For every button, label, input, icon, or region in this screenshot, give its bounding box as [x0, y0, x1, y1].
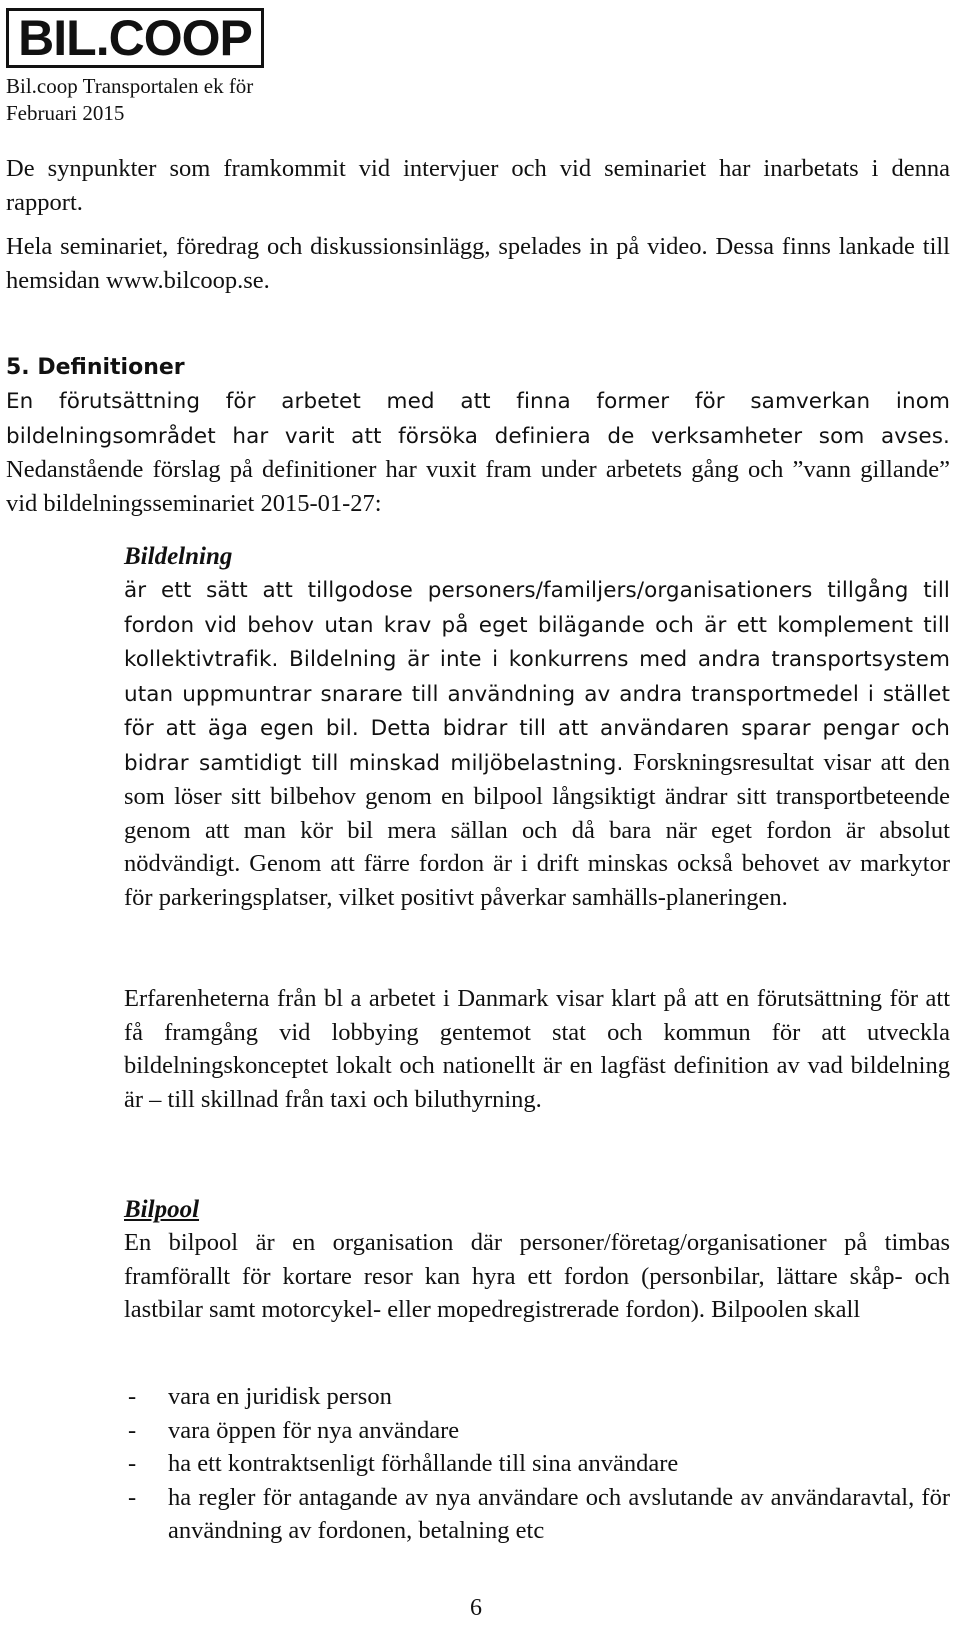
page-number: 6	[470, 1595, 482, 1621]
bilcoop-logo: BIL.COOP	[6, 8, 264, 68]
bildelning-paragraph-2: Erfarenheterna från bl a arbetet i Danmark visar klart på att en förutsättning för att få framgång vid lobbying gentemot stat och kommun för att utveckla bildelningskonceptet lokalt och nationellt är en lagfäst definition av vad bildelning är – till skillnad från taxi och biluthyrning.	[124, 985, 950, 1113]
section-heading-definitioner: 5. Definitioner	[6, 355, 185, 380]
list-item: - vara öppen för nya användare	[124, 1414, 950, 1448]
bilpool-definition: En bilpool är en organisation där personer/företag/organisationer på timbas framförallt för kortare resor kan hyra ett fordon (personbilar, lättare skåp- och lastbilar samt motorcykel- eller mopedregistrerade fordon). Bilpoolen skall	[124, 1229, 950, 1323]
section-definitioner-intro: En förutsättning för arbetet med att finna former för samverkan inom bildelningsområdet har varit att försöka definiera de verksamheter som avses.	[6, 389, 950, 449]
intro-paragraph-2: Hela seminariet, föredrag och diskussionsinlägg, spelades in på video. Dessa finns lankade till hemsidan www.bilcoop.se.	[6, 233, 950, 294]
header-date: Februari 2015	[6, 101, 125, 125]
bilpool-requirements-list	[124, 1380, 950, 1548]
section-definitioner-continuation: Nedanstående förslag på definitioner har vuxit fram under arbetets gång och ”vann gillande” vid bildelningsseminariet 2015-01-27:	[6, 456, 950, 517]
bullet-dash: -	[128, 1416, 137, 1444]
intro-paragraph-1: De synpunkter som framkommit vid intervjuer och vid seminariet har inarbetats i denna rapport.	[6, 155, 950, 216]
list-item: - vara en juridisk person	[124, 1380, 950, 1414]
bullet-dash: -	[128, 1383, 137, 1410]
bullet-dash: -	[128, 1483, 137, 1511]
list-item: - ha ett kontraktsenligt förhållande till sina användare	[124, 1447, 950, 1481]
bildelning-definition	[124, 573, 950, 914]
bildelning-definition-part-1: är ett sätt att tillgodose personers/familjers/organisationers tillgång till fordon vid behov utan krav på eget bilägande och är ett komplement till kollektivtrafik. Bildelning är inte i konkurrens med andra transportsystem utan uppmuntrar snarare till användning av andra transportmedel i stället för att äga egen bil. Detta bidrar till att användaren sparar pengar och bidrar samtidigt till minskad miljöbelastning.	[124, 578, 950, 776]
list-item: - ha regler för antagande av nya användare och avslutande av användaravtal, för användning av fordonen, betalning etc	[124, 1481, 950, 1548]
term-bilpool: Bilpool	[124, 1196, 200, 1223]
bullet-dash: -	[128, 1450, 137, 1477]
term-bildelning: Bildelning	[124, 543, 233, 570]
bildelning-definition-part-2: Forskningsresultat visar att den som löser sitt bilbehov genom en bilpool långsiktigt ändrar sitt transportbeteende genom att man kör bil mera sällan och då bara när eget fordon är absolut nödvändigt. Genom att färre fordon är i drift minskas också behovet av markytor för parkeringsplatser, vilket positivt påverkar samhälls-planeringen.	[124, 748, 950, 911]
header-organization: Bil.coop Transportalen ek för	[6, 74, 254, 98]
section-definitioner-text	[6, 384, 950, 520]
